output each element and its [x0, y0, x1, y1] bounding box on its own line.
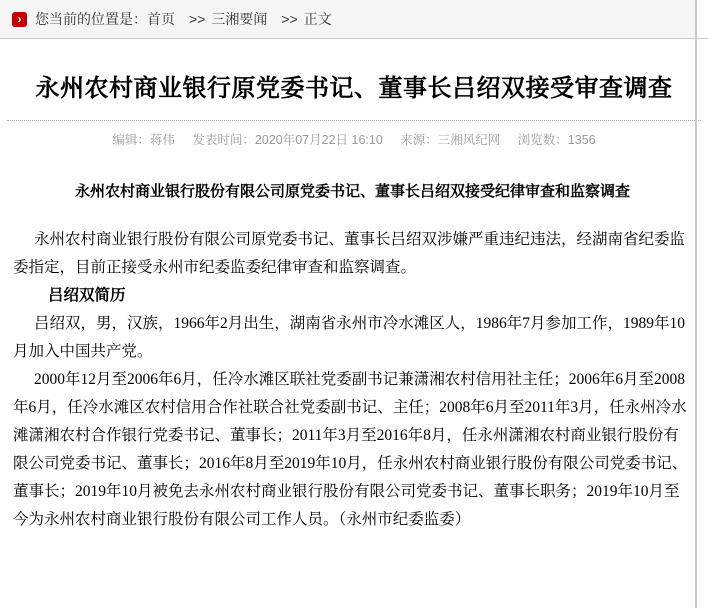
breadcrumb-link-home[interactable]: 首页 — [147, 11, 175, 27]
article-meta — [0, 121, 708, 159]
meta-editor-label: 编辑： — [112, 133, 150, 147]
meta-source-value: 三湘风纪网 — [437, 133, 501, 147]
breadcrumb — [0, 0, 708, 39]
meta-editor-value: 蒋伟 — [149, 133, 175, 147]
meta-publish-value: 2020年07月22日 16:10 — [254, 133, 383, 147]
meta-views-label: 浏览数： — [517, 133, 568, 147]
resume-paragraph-2: 2000年12月至2006年6月，任冷水滩区联社党委副书记兼潇湘农村信用社主任；2006年6月至2008年6月，任冷水滩区农村信用合作社联合社党委副书记、主任；2008年6月至2011年3月，任永州冷水滩潇湘农村合作银行党委书记、董事长；2011年3月至2016年8月，任永州潇湘农村商业银行股份有限公司党委书记、董事长；2016年8月至2019年10月，任永州农村商业银行股份有限公司党委书记、董事长；2019年10月被免去永州农村商业银行股份有限公司党委书记、董事长职务；2019年10月至今为永州农村商业银行股份有限公司工作人员。（永州市纪委监委） — [13, 371, 688, 528]
page-title: 永州农村商业银行原党委书记、董事长吕绍双接受审查调查 — [35, 75, 673, 102]
meta-views-value: 1356 — [567, 133, 596, 147]
meta-views — [518, 133, 596, 147]
title-block — [0, 39, 708, 120]
article-subtitle: 永州农村商业银行股份有限公司原党委书记、董事长吕绍双接受纪律审查和监察调查 — [74, 184, 630, 200]
breadcrumb-separator: >> — [189, 11, 206, 27]
meta-editor — [112, 133, 175, 147]
article-body — [0, 159, 708, 534]
article-paragraph-intro: 永州农村商业银行股份有限公司原党委书记、董事长吕绍双涉嫌严重违纪违法，经湖南省纪委监委指定，目前正接受永州市纪委监委纪律审查和监察调查。 — [13, 231, 686, 276]
meta-source-label: 来源： — [400, 133, 438, 147]
breadcrumb-label: 您当前的位置是： — [35, 11, 147, 27]
resume-paragraph-1: 吕绍双，男，汉族，1966年2月出生，湖南省永州市冷水滩区人，1986年7月参加工作，1989年10月加入中国共产党。 — [13, 315, 686, 360]
breadcrumb-bar — [0, 0, 695, 38]
meta-publish-time — [192, 133, 382, 147]
meta-source — [400, 133, 500, 147]
arrow-badge-icon: › — [12, 12, 27, 27]
content-right-border — [695, 0, 697, 608]
meta-publish-label: 发表时间： — [192, 133, 255, 147]
breadcrumb-current: 正文 — [303, 11, 332, 27]
breadcrumb-link-section[interactable]: 三湘要闻 — [211, 11, 268, 27]
resume-heading: 吕绍双简历 — [48, 287, 126, 304]
breadcrumb-separator: >> — [281, 11, 298, 27]
